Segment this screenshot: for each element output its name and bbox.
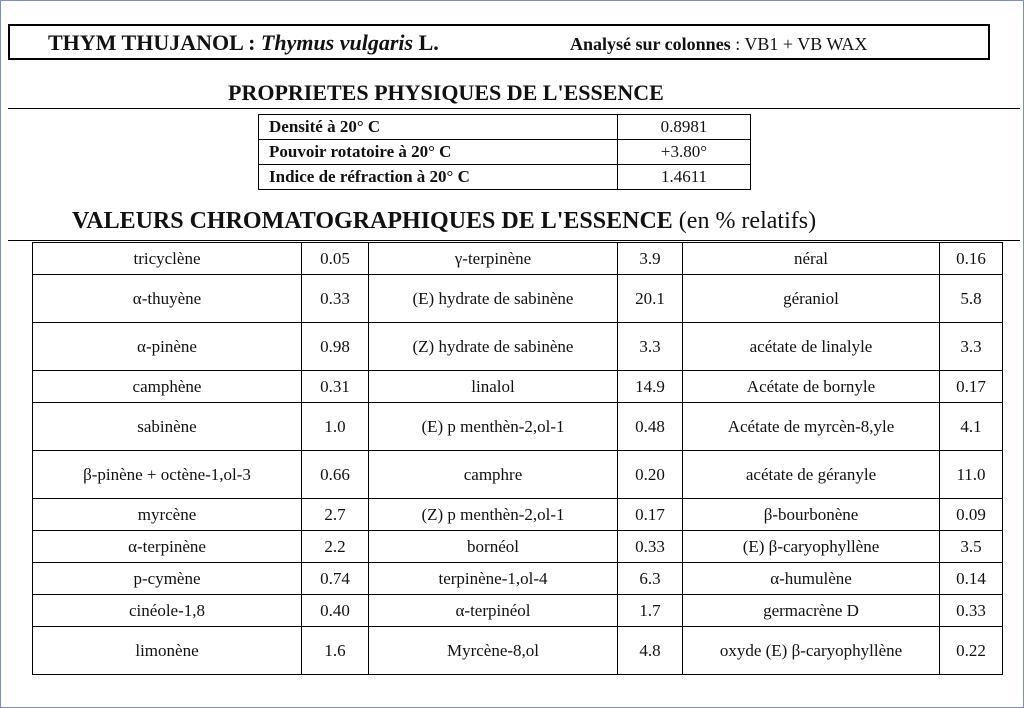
compound-name: tricyclène [33,243,302,275]
table-row [33,627,1003,675]
title-suffix: L. [413,30,439,55]
physical-properties-heading: PROPRIETES PHYSIQUES DE L'ESSENCE [228,80,664,105]
title-box [8,24,990,60]
compound-percentage: 0.33 [302,275,369,323]
compound-name: α-thuyène [33,275,302,323]
property-value: +3.80° [618,140,751,165]
table-row [33,243,1003,275]
compound-name: terpinène-1,ol-4 [369,563,618,595]
property-row [259,165,751,190]
table-row [33,563,1003,595]
compound-percentage: 6.3 [618,563,683,595]
compound-name: bornéol [369,531,618,563]
compound-percentage: 20.1 [618,275,683,323]
compound-percentage: 0.74 [302,563,369,595]
compound-name: β-bourbonène [683,499,940,531]
table-row [33,499,1003,531]
table-row [33,531,1003,563]
compound-percentage: 0.17 [940,371,1003,403]
chromatography-unit: (en % relatifs) [672,208,817,234]
property-value: 0.8981 [618,115,751,140]
compound-name: camphène [33,371,302,403]
chromatography-heading [72,208,816,235]
compound-name: (E) p menthèn-2,ol-1 [369,403,618,451]
compound-percentage: 2.2 [302,531,369,563]
compound-percentage: 0.16 [940,243,1003,275]
compound-name: linalol [369,371,618,403]
compound-percentage: 0.31 [302,371,369,403]
table-row [33,403,1003,451]
compound-name: (Z) p menthèn-2,ol-1 [369,499,618,531]
compound-percentage: 0.14 [940,563,1003,595]
table-row [33,451,1003,499]
compound-percentage: 0.09 [940,499,1003,531]
compound-name: Myrcène-8,ol [369,627,618,675]
physical-properties-table [258,114,751,190]
analysis-label: Analysé sur colonnes [570,34,731,54]
compound-percentage: 0.66 [302,451,369,499]
compound-name: acétate de linalyle [683,323,940,371]
compound-percentage: 0.22 [940,627,1003,675]
compound-name: géraniol [683,275,940,323]
compound-percentage: 1.6 [302,627,369,675]
compound-percentage: 1.0 [302,403,369,451]
table-row [33,371,1003,403]
compound-name: (Z) hydrate de sabinène [369,323,618,371]
property-label: Indice de réfraction à 20° C [259,165,618,190]
compound-percentage: 3.9 [618,243,683,275]
property-row [259,115,751,140]
compound-percentage: 0.20 [618,451,683,499]
compound-name: γ-terpinène [369,243,618,275]
compound-name: α-terpinéol [369,595,618,627]
compound-name: néral [683,243,940,275]
chromatography-heading-text: VALEURS CHROMATOGRAPHIQUES DE L'ESSENCE [72,208,673,234]
property-value: 1.4611 [618,165,751,190]
compound-name: sabinène [33,403,302,451]
divider-rule [8,240,1020,241]
compound-name: (E) hydrate de sabinène [369,275,618,323]
compound-name: myrcène [33,499,302,531]
compound-name: Acétate de bornyle [683,371,940,403]
compound-percentage: 4.8 [618,627,683,675]
compound-percentage: 3.3 [618,323,683,371]
compound-name: germacrène D [683,595,940,627]
compound-name: p-cymène [33,563,302,595]
compound-name: α-humulène [683,563,940,595]
table-row [33,275,1003,323]
compound-percentage: 0.33 [940,595,1003,627]
compound-percentage: 4.1 [940,403,1003,451]
compound-percentage: 0.98 [302,323,369,371]
compound-name: acétate de géranyle [683,451,940,499]
compound-percentage: 0.33 [618,531,683,563]
compound-name: camphre [369,451,618,499]
compound-percentage: 3.3 [940,323,1003,371]
analysis-value: : VB1 + VB WAX [730,34,868,54]
compound-percentage: 0.48 [618,403,683,451]
compound-percentage: 11.0 [940,451,1003,499]
table-row [33,323,1003,371]
property-row [259,140,751,165]
compound-percentage: 2.7 [302,499,369,531]
analysis-columns [570,34,867,55]
chromatography-table [32,242,1003,675]
table-row [33,595,1003,627]
compound-percentage: 3.5 [940,531,1003,563]
compound-name: limonène [33,627,302,675]
title-latin-name: Thymus vulgaris [260,30,414,55]
compound-name: oxyde (E) β-caryophyllène [683,627,940,675]
compound-percentage: 14.9 [618,371,683,403]
title-prefix: THYM THUJANOL : [48,30,261,55]
document-title [48,30,439,56]
property-label: Densité à 20° C [259,115,618,140]
compound-name: Acétate de myrcèn-8,yle [683,403,940,451]
compound-percentage: 0.17 [618,499,683,531]
compound-percentage: 1.7 [618,595,683,627]
property-label: Pouvoir rotatoire à 20° C [259,140,618,165]
compound-percentage: 0.40 [302,595,369,627]
compound-name: α-pinène [33,323,302,371]
compound-percentage: 0.05 [302,243,369,275]
compound-name: β-pinène + octène-1,ol-3 [33,451,302,499]
compound-name: (E) β-caryophyllène [683,531,940,563]
compound-name: cinéole-1,8 [33,595,302,627]
compound-name: α-terpinène [33,531,302,563]
compound-percentage: 5.8 [940,275,1003,323]
divider-rule [8,108,1020,109]
